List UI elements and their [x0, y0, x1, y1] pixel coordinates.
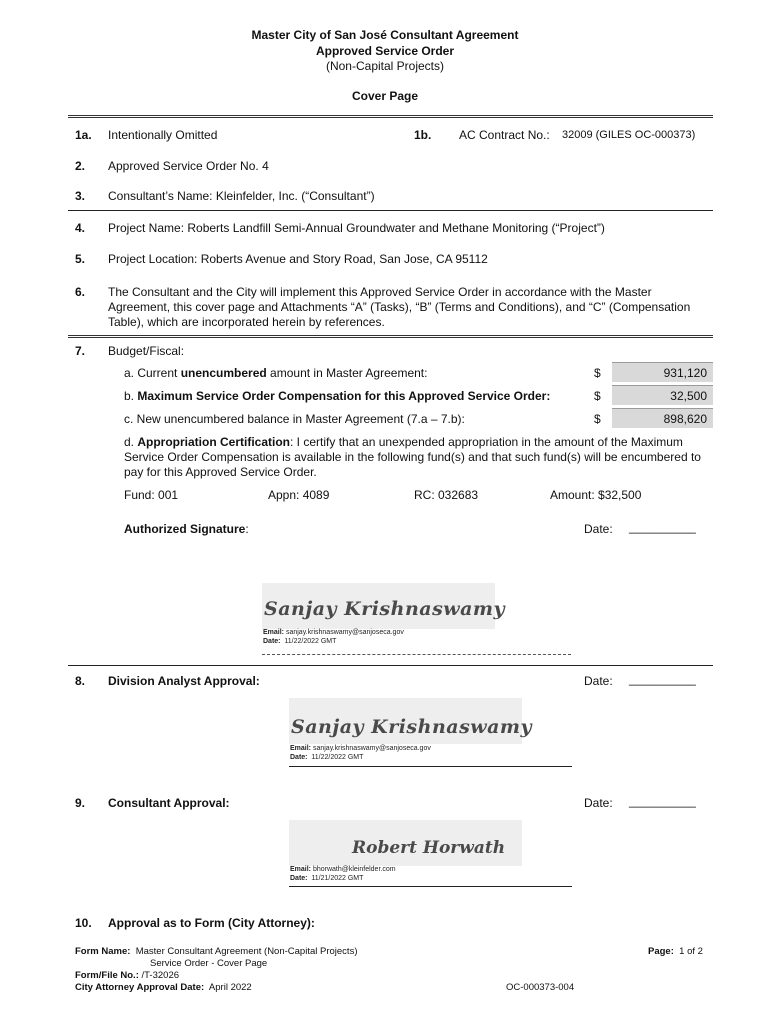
- document-title: Master City of San José Consultant Agreement: [251, 28, 519, 42]
- date-label: Date:: [584, 674, 613, 688]
- sig-date-label: Date:: [263, 638, 281, 645]
- item-8-number: 8.: [75, 674, 86, 688]
- project-name: Project Name: Roberts Landfill Semi-Annual Groundwater and Methane Monitoring (“Project”): [108, 221, 605, 235]
- divider: [68, 210, 713, 211]
- item-10-number: 10.: [75, 916, 92, 930]
- signed-date: 11/22/2022 GMT: [284, 638, 337, 645]
- auth-sig-colon: :: [245, 522, 249, 536]
- footer-form-name-label: Form Name:: [75, 946, 131, 957]
- amount-unencumbered: 931,120: [612, 362, 713, 382]
- date-label: Date:: [584, 796, 613, 810]
- amount-total: Amount: $32,500: [550, 488, 642, 502]
- service-order-number: Approved Service Order No. 4: [108, 159, 269, 173]
- sig-email-label: Email:: [290, 745, 312, 752]
- footer-form-name-line2: Service Order - Cover Page: [150, 958, 268, 969]
- signature-line: [262, 654, 571, 655]
- divider: [68, 115, 713, 118]
- date-blank: __________: [629, 672, 696, 686]
- implementation-statement: The Consultant and the City will implement this Approved Service Order in accordance with the Master Agreement, this cover page and Attachments “A” (Tasks), “B” (Terms and Conditions), and “C” (Compensation Table), which are incorporated herein by references.: [108, 285, 691, 329]
- appropriation-certification: [124, 435, 706, 480]
- budget-d-bold: Appropriation Certification: [137, 435, 291, 449]
- signer-email: bhorwath@kleinfelder.com: [312, 866, 396, 873]
- amount-new-balance: 898,620: [612, 408, 713, 428]
- page-label: Page:: [648, 946, 674, 957]
- contract-no-label: AC Contract No.:: [459, 128, 550, 142]
- budget-line-a: [124, 366, 427, 380]
- item-1b-number: 1b.: [414, 128, 432, 142]
- signature-image: Sanjay Krishnaswamy: [291, 716, 533, 738]
- contract-no-value: 32009 (GILES OC-000373): [562, 129, 696, 141]
- budget-b-bold: Maximum Service Order Compensation for this Approved Service Order:: [137, 389, 551, 403]
- document-subtitle: Approved Service Order: [315, 44, 455, 58]
- division-analyst-approval-label: Division Analyst Approval:: [108, 674, 260, 688]
- item-5-number: 5.: [75, 252, 86, 266]
- date-label: Date:: [584, 522, 613, 536]
- item-7-number: 7.: [75, 344, 86, 358]
- footer-approval-label: City Attorney Approval Date:: [75, 982, 205, 993]
- signature-line: [289, 766, 572, 767]
- fund-code: Fund: 001: [124, 488, 179, 502]
- sig-email-label: Email:: [290, 866, 312, 873]
- item-4-number: 4.: [75, 221, 86, 235]
- cover-page-heading: Cover Page: [351, 89, 419, 103]
- budget-d-text: : I certify that an unexpended appropriation in the amount of the Maximum Service Order Compensation is available in the following fund(s) and that such fund(s) will be encumbered to pay for this Approved Service Order.: [124, 435, 701, 479]
- footer-approval-value: April 2022: [208, 982, 252, 993]
- item-1a-text: Intentionally Omitted: [108, 128, 218, 142]
- document-reference-id: OC-000373-004: [506, 982, 575, 993]
- item-3-number: 3.: [75, 189, 86, 203]
- signature-meta: [263, 628, 404, 646]
- page-indicator: [648, 946, 703, 957]
- footer-approval-date: [75, 982, 252, 993]
- authorized-signature-label: [124, 522, 249, 536]
- budget-d-prefix: d.: [124, 435, 138, 449]
- footer-form-name: [75, 946, 357, 957]
- sig-date-label: Date:: [290, 875, 308, 882]
- projects-note: (Non-Capital Projects): [325, 59, 445, 73]
- budget-a-suffix: amount in Master Agreement:: [266, 366, 428, 380]
- budget-a-prefix: a. Current: [124, 366, 181, 380]
- consultant-approval-label: Consultant Approval:: [108, 796, 230, 810]
- budget-line-c: c. New unencumbered balance in Master Agreement (7.a – 7.b):: [124, 412, 465, 426]
- divider: [68, 665, 713, 666]
- auth-sig-text: Authorized Signature: [124, 522, 246, 536]
- signature-meta: [290, 744, 431, 762]
- page-value: 1 of 2: [679, 946, 703, 957]
- appn-code: Appn: 4089: [268, 488, 330, 502]
- date-blank: __________: [629, 520, 696, 534]
- signed-date: 11/22/2022 GMT: [311, 754, 364, 761]
- divider: [68, 335, 713, 338]
- currency-symbol: $: [594, 389, 601, 403]
- budget-fiscal-heading: Budget/Fiscal:: [108, 344, 185, 358]
- item-2-number: 2.: [75, 159, 86, 173]
- sig-date-label: Date:: [290, 754, 308, 761]
- budget-line-b: [124, 389, 550, 403]
- signature-image: Sanjay Krishnaswamy: [264, 598, 506, 620]
- footer-file-value: /T-32026: [141, 970, 180, 981]
- footer-file-label: Form/File No.:: [75, 970, 139, 981]
- footer-file-no: [75, 970, 179, 981]
- budget-a-bold: unencumbered: [180, 366, 267, 380]
- project-location: Project Location: Roberts Avenue and Story Road, San Jose, CA 95112: [108, 252, 488, 266]
- signer-email: sanjay.krishnaswamy@sanjoseca.gov: [312, 745, 431, 752]
- signer-email: sanjay.krishnaswamy@sanjoseca.gov: [285, 629, 404, 636]
- signature-meta: [290, 865, 396, 883]
- currency-symbol: $: [594, 366, 601, 380]
- item-1a-number: 1a.: [75, 128, 92, 142]
- city-attorney-approval-label: Approval as to Form (City Attorney):: [108, 916, 315, 930]
- sig-email-label: Email:: [263, 629, 285, 636]
- date-blank: __________: [629, 794, 696, 808]
- currency-symbol: $: [594, 412, 601, 426]
- signed-date: 11/21/2022 GMT: [311, 875, 364, 882]
- signature-line: [289, 886, 572, 887]
- rc-code: RC: 032683: [414, 488, 479, 502]
- item-9-number: 9.: [75, 796, 86, 810]
- signature-image: Robert Horwath: [352, 838, 506, 858]
- footer-form-name-value: Master Consultant Agreement (Non-Capital Projects): [135, 946, 358, 957]
- item-6-number: 6.: [75, 285, 86, 299]
- consultant-name: Consultant’s Name: Kleinfelder, Inc. (“Consultant”): [108, 189, 375, 203]
- amount-max-compensation: 32,500: [612, 385, 713, 405]
- budget-b-prefix: b.: [124, 389, 138, 403]
